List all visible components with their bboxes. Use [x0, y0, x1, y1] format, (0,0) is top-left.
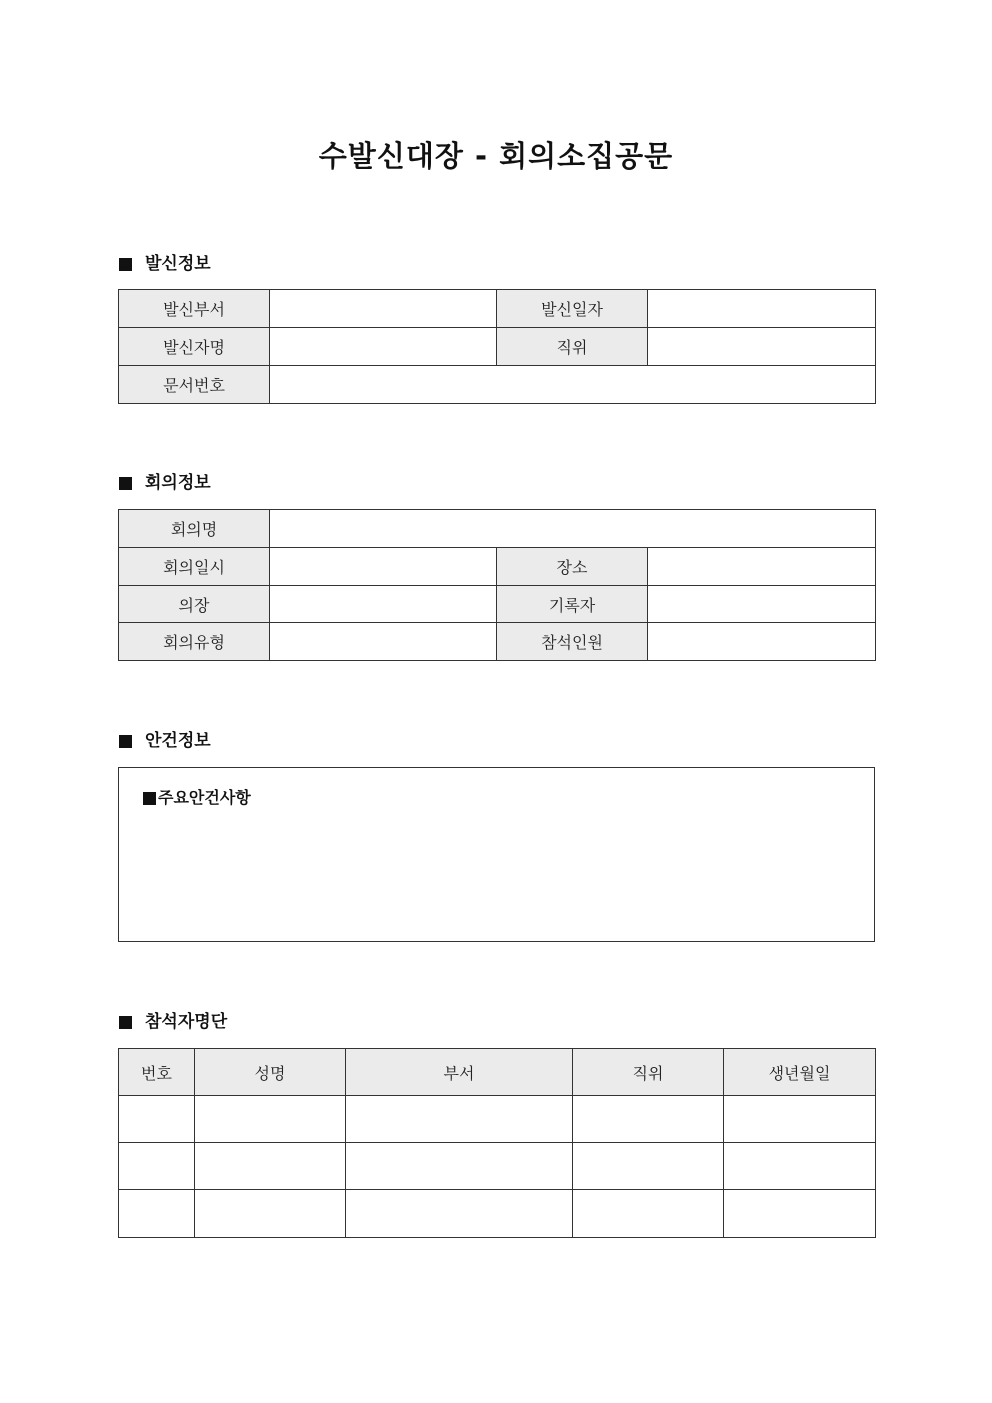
cell-birthdate[interactable] — [724, 1190, 876, 1238]
field-sender-name[interactable] — [270, 328, 497, 366]
sender-info-table — [118, 289, 876, 404]
agenda-box-title-row — [143, 787, 251, 809]
table-row — [119, 1143, 876, 1190]
sender-section-title: 발신정보 — [145, 254, 211, 274]
field-location[interactable] — [648, 548, 876, 586]
field-datetime[interactable] — [270, 548, 497, 586]
field-doc-number[interactable] — [270, 366, 876, 404]
page-title: 수발신대장 - 회의소집공문 — [318, 139, 674, 173]
agenda-box[interactable] — [118, 767, 875, 942]
label-datetime: 회의일시 — [119, 548, 270, 586]
cell-department[interactable] — [346, 1190, 573, 1238]
column-header-name: 성명 — [195, 1049, 346, 1096]
label-recorder: 기록자 — [497, 586, 648, 623]
field-department[interactable] — [270, 290, 497, 328]
attendees-section-title: 참석자명단 — [145, 1012, 228, 1032]
label-location: 장소 — [497, 548, 648, 586]
agenda-content[interactable] — [143, 816, 850, 925]
field-meeting-type[interactable] — [270, 623, 497, 661]
label-position: 직위 — [497, 328, 648, 366]
label-meeting-type: 회의유형 — [119, 623, 270, 661]
label-send-date: 발신일자 — [497, 290, 648, 328]
attendees-section-heading — [119, 1010, 227, 1034]
table-row — [119, 1096, 876, 1143]
sender-section-heading — [119, 252, 211, 276]
attendees-table — [118, 1048, 876, 1238]
table-row — [119, 1190, 876, 1238]
meeting-section-heading — [119, 471, 211, 495]
label-meeting-name: 회의명 — [119, 510, 270, 548]
cell-birthdate[interactable] — [724, 1096, 876, 1143]
field-position[interactable] — [648, 328, 876, 366]
square-bullet-icon — [119, 735, 132, 748]
cell-name[interactable] — [195, 1190, 346, 1238]
agenda-section-title: 안건정보 — [145, 731, 211, 751]
square-bullet-icon — [119, 477, 132, 490]
cell-birthdate[interactable] — [724, 1143, 876, 1190]
column-header-number: 번호 — [119, 1049, 195, 1096]
column-header-birthdate: 생년월일 — [724, 1049, 876, 1096]
meeting-section-title: 회의정보 — [145, 473, 211, 493]
field-attendee-count[interactable] — [648, 623, 876, 661]
cell-department[interactable] — [346, 1096, 573, 1143]
cell-name[interactable] — [195, 1143, 346, 1190]
label-doc-number: 문서번호 — [119, 366, 270, 404]
cell-name[interactable] — [195, 1096, 346, 1143]
column-header-department: 부서 — [346, 1049, 573, 1096]
cell-position[interactable] — [573, 1096, 724, 1143]
label-department: 발신부서 — [119, 290, 270, 328]
agenda-box-title: 주요안건사항 — [158, 788, 251, 807]
cell-number[interactable] — [119, 1096, 195, 1143]
cell-number[interactable] — [119, 1190, 195, 1238]
cell-department[interactable] — [346, 1143, 573, 1190]
cell-position[interactable] — [573, 1190, 724, 1238]
cell-number[interactable] — [119, 1143, 195, 1190]
field-chair[interactable] — [270, 586, 497, 623]
label-attendee-count: 참석인원 — [497, 623, 648, 661]
column-header-position: 직위 — [573, 1049, 724, 1096]
field-meeting-name[interactable] — [270, 510, 876, 548]
meeting-info-table — [118, 509, 876, 661]
agenda-section-heading — [119, 729, 211, 753]
label-chair: 의장 — [119, 586, 270, 623]
square-bullet-icon — [119, 258, 132, 271]
square-bullet-icon — [119, 1016, 132, 1029]
label-sender-name: 발신자명 — [119, 328, 270, 366]
field-recorder[interactable] — [648, 586, 876, 623]
field-send-date[interactable] — [648, 290, 876, 328]
square-bullet-icon — [143, 792, 156, 805]
cell-position[interactable] — [573, 1143, 724, 1190]
